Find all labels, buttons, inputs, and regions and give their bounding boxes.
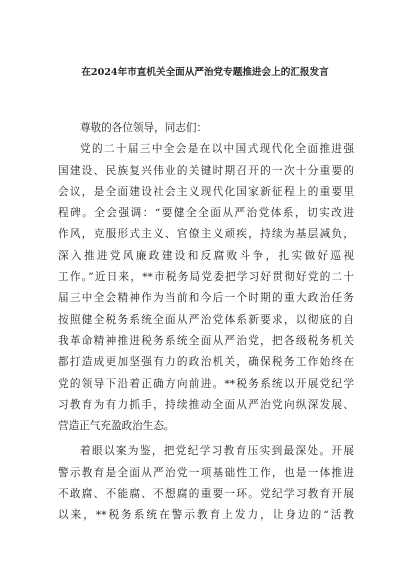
document-body (58, 118, 354, 527)
paragraph-line: 不敢腐、不能腐、不想腐的重要一环。党纪学习教育开展 (58, 488, 354, 501)
paragraph-line: 习教育为有力抓手，持续推动全面从严治党向纵深发展、 (58, 398, 354, 411)
paragraph-line: 工作。”近日来，**市税务局党委把学习好贯彻好党的二十 (58, 271, 354, 284)
paragraph-1 (58, 139, 354, 437)
paragraph-line: 都打造成更加坚强有力的政治机关，确保税务工作始终在 (58, 356, 354, 369)
greeting-line: 尊敬的各位领导，同志们： (80, 122, 208, 134)
paragraph-line: 着眼以案为鉴，把党纪学习教育压实到最深处。开展 (80, 445, 354, 458)
document-title: 在2024年市直机关全面从严治党专题推进会上的汇报发言 (81, 67, 329, 78)
paragraph-line: 国建设、民族复兴伟业的关键时期召开的一次十分重要的 (58, 164, 354, 177)
paragraph-line: 程碑。全会强调：“要健全全面从严治党体系，切实改进 (58, 207, 354, 220)
paragraph-line: 营造正气充盈政治生态。 (58, 420, 175, 433)
paragraph-line: 我革命精神推进税务系统全面从严治党，把各级税务机关 (58, 334, 354, 347)
paragraph-line: 按照健全税务系统全面从严治党体系新要求，以彻底的自 (58, 313, 354, 326)
paragraph-2 (58, 441, 354, 526)
paragraph-line: 会议，是全面建设社会主义现代化国家新征程上的重要里 (58, 185, 354, 198)
paragraph-line: 以来，**税务系统在警示教育上发力，让身边的“活教 (58, 509, 354, 522)
paragraph-line: 党的领导下沿着正确方向前进。**税务系统以开展党纪学 (58, 377, 354, 390)
paragraph-line: 党的二十届三中全会是在以中国式现代化全面推进强 (80, 143, 354, 156)
paragraph-line: 届三中全会精神作为当前和今后一个时期的重大政治任务 (58, 292, 354, 305)
paragraph-line: 作风，克服形式主义、官僚主义顽疾，持续为基层减负， (58, 228, 354, 241)
paragraph-line: 深入推进党风廉政建设和反腐败斗争，扎实做好巡视 (58, 249, 354, 262)
paragraph-line: 警示教育是全面从严治党一项基础性工作，也是一体推进 (58, 466, 354, 479)
